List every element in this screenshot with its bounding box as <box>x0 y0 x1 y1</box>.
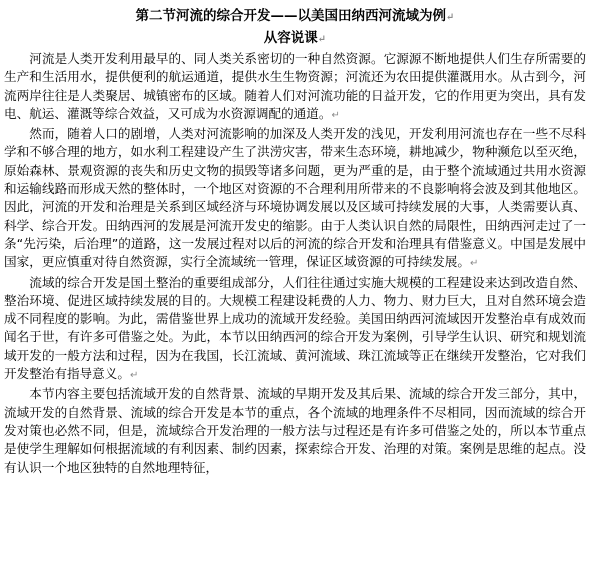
body-paragraph <box>4 125 586 273</box>
body-paragraph <box>4 50 586 125</box>
body-paragraph <box>4 274 586 386</box>
paragraph-text: 本节内容主要包括流域开发的自然背景、流域的早期开发及其后果、流域的综合开发三部分，其中，流域开发的自然背景、流域的综合开发是本节的重点，各个流域的地理条件不尽相同，因而流域的综合开发对策也必然不同，但是，流域综合开发治理的一般方法与过程还是有许多可借鉴之处的，所以本节重点是使学生理解如何根据流域的有利因素、制约因素，探索综合开发、治理的对策。案例是思维的起点。没有认识一个地区独特的自然地理特征， <box>4 386 586 475</box>
paragraph-mark-icon: ↵ <box>331 109 340 121</box>
paragraph-mark-icon: ↵ <box>129 370 139 382</box>
paragraph-text: 河流是人类开发利用最早的、同人类关系密切的一种自然资源。它源源不断地提供人们生存所需要的生产和生活用水，提供便利的航运通道，提供水生生物资源；河流还为农田提供灌溉用水。从古到今，河流两岸往往是人类聚居、城镇密布的区域。随着人们对河流功能的日益开发，它的作用更为突出，具有发电、航运、灌溉等综合效益，又可成为水资源调配的通道。 <box>4 51 586 121</box>
document-subtitle <box>4 28 586 50</box>
paragraph-mark-icon: ↵ <box>317 34 327 45</box>
document-title <box>4 6 586 28</box>
paragraph-text: 流域的综合开发是国土整治的重要组成部分，人们往往通过实施大规模的工程建设来达到改造自然、整治环境、促进区域持续发展的目的。大规模工程建设耗费的人力、物力、财力巨大，且对自然环境会造成不同程度的影响。为此，需借鉴世界上成功的流域开发经验。美国田纳西河流域因开发整治卓有成效而闻名于世，有许多可借鉴之处。为此，本节以田纳西河的综合开发为案例，引导学生认识、研究和规划流域开发的一般方法和过程，因为在我国，长江流域、黄河流域、珠江流域等正在继续开发整治，它对我们开发整治有指导意义。 <box>4 274 586 382</box>
document-subtitle-text: 从容说课 <box>263 30 318 46</box>
body-paragraph <box>4 385 586 476</box>
paragraph-text: 然而，随着人口的剧增，人类对河流影响的加深及人类开发的浅见，开发利用河流也存在一些不尽科学和不够合理的地方，如水利工程建设产生了洪涝灾害，带来生态环境，耕地减少，物种濒危以至灭绝，原始森林、景观资源的丧失和历史文物的损毁等诸多问题，更为严重的是，由于整个流域通过共用水资源和运输线路而形成天然的整体时，一个地区对资源的不合理利用所带来的不良影响将会波及到其他地区。因此，河流的开发和治理是关系到区域经济与环境协调发展以及区域可持续发展的大事，人类需要认真、科学、综合开发。田纳西河的发展是河流开发史的缩影。由于人类认识自然的局限性，田纳西河走过了一条“先污染，后治理”的道路，这一发展过程对以后的河流的综合开发和治理具有借鉴意义。中国是发展中国家，更应慎重对待自然资源，实行全流域统一管理，保证区域资源的可持续发展。 <box>4 126 586 270</box>
paragraph-mark-icon: ↵ <box>446 12 455 23</box>
document-title-text: 第二节河流的综合开发——以美国田纳西河流域为例 <box>135 8 447 24</box>
paragraph-mark-icon: ↵ <box>469 258 479 270</box>
